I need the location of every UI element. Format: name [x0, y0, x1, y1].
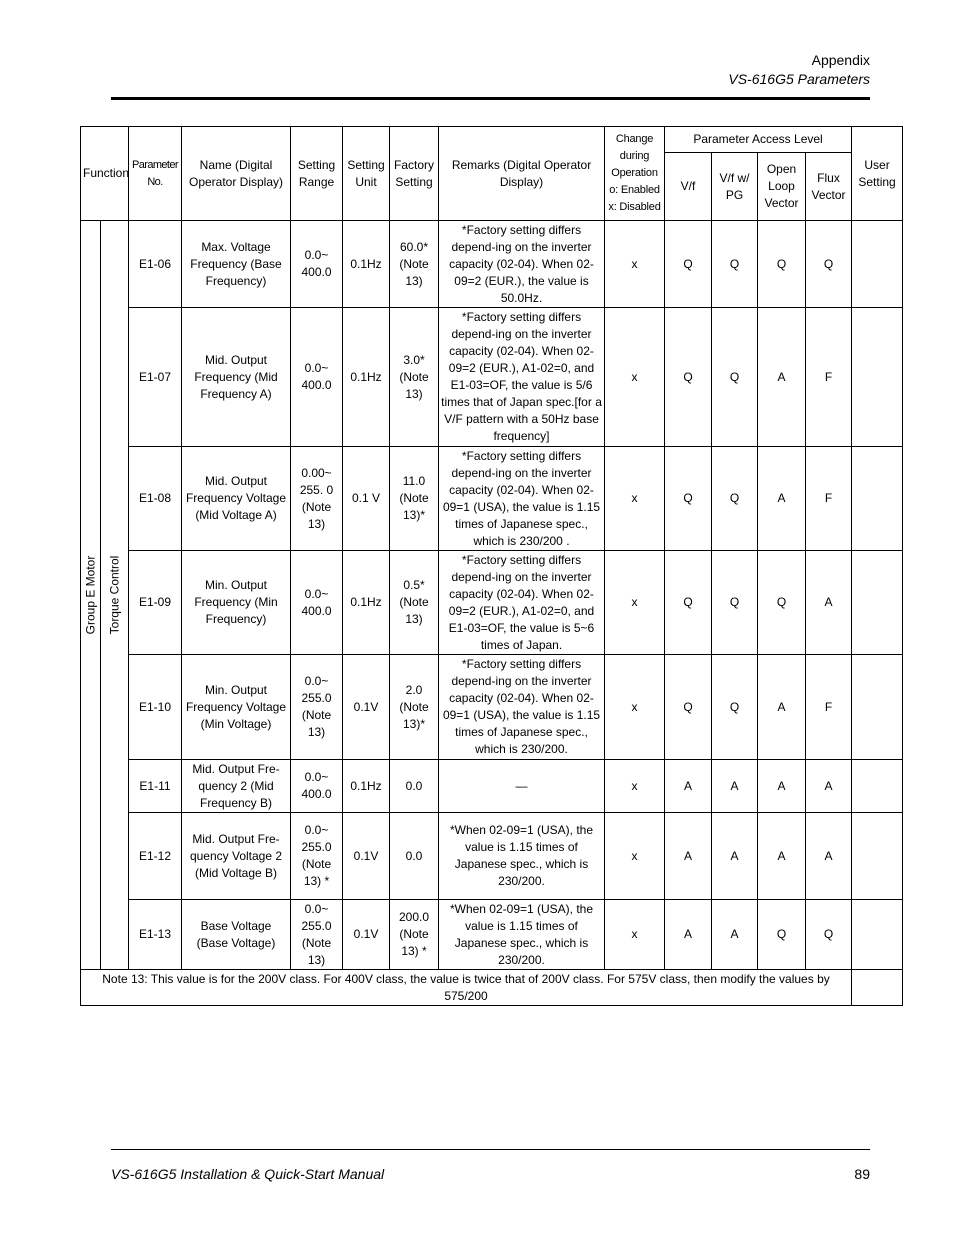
remarks: *Factory setting differs depend-ing on the inverter capacity (02-04). When 02-09=1 (USA), the value is 1.15 times of Japanese spec., which is 230/200 . — [439, 447, 605, 551]
col-change-during-operation: Change during Operation o: Enabled x: Disabled — [605, 127, 665, 221]
param-name: Base Voltage (Base Voltage) — [182, 900, 291, 970]
setting-unit: 0.1V — [343, 813, 390, 900]
table-row — [81, 221, 903, 308]
change-during-operation: x — [605, 447, 665, 551]
col-access-level: Parameter Access Level — [665, 127, 852, 153]
access-vf: Q — [665, 221, 712, 308]
note-row — [81, 970, 903, 1006]
access-open-loop-vector: Q — [758, 551, 806, 655]
user-setting-cell — [852, 447, 903, 551]
access-flux-vector: F — [806, 655, 852, 760]
footer-rule — [111, 1149, 870, 1150]
access-open-loop-vector: A — [758, 760, 806, 813]
col-vf: V/f — [665, 153, 712, 221]
access-open-loop-vector: A — [758, 813, 806, 900]
parameter-table — [80, 126, 903, 1006]
param-no: E1-08 — [129, 447, 182, 551]
table-row — [81, 813, 903, 900]
user-setting-cell — [852, 551, 903, 655]
factory-setting: 11.0 (Note 13)* — [390, 447, 439, 551]
access-open-loop-vector: A — [758, 308, 806, 447]
access-vf-pg: Q — [712, 221, 758, 308]
param-name: Min. Output Frequency (Min Frequency) — [182, 551, 291, 655]
access-flux-vector: F — [806, 308, 852, 447]
user-setting-cell — [852, 760, 903, 813]
param-name: Mid. Output Frequency (Mid Frequency A) — [182, 308, 291, 447]
setting-range: 0.0~ 400.0 — [291, 221, 343, 308]
access-flux-vector: A — [806, 813, 852, 900]
setting-range: 0.0~ 400.0 — [291, 760, 343, 813]
remarks: *When 02-09=1 (USA), the value is 1.15 times of Japanese spec., which is 230/200. — [439, 900, 605, 970]
col-factory-setting: Factory Setting — [390, 127, 439, 221]
setting-unit: 0.1V — [343, 655, 390, 760]
user-setting-cell — [852, 655, 903, 760]
param-no: E1-12 — [129, 813, 182, 900]
change-during-operation: x — [605, 900, 665, 970]
access-flux-vector: A — [806, 760, 852, 813]
setting-unit: 0.1V — [343, 900, 390, 970]
col-function: Function — [81, 127, 129, 221]
user-setting-cell — [852, 221, 903, 308]
col-flux-vector: Flux Vector — [806, 153, 852, 221]
col-user-setting: User Setting — [852, 127, 903, 221]
access-open-loop-vector: A — [758, 447, 806, 551]
param-no: E1-07 — [129, 308, 182, 447]
param-no: E1-06 — [129, 221, 182, 308]
factory-setting: 3.0* (Note 13) — [390, 308, 439, 447]
page-footer — [111, 1166, 870, 1182]
remarks: *Factory setting differs depend-ing on the inverter capacity (02-04). When 02-09=2 (EUR.), A1-02=0, and E1-03=OF, the value is 5/6 times that of Japan spec.[for a V/F pattern with a 50Hz base frequency] — [439, 308, 605, 447]
group-label-cell — [81, 221, 101, 970]
setting-unit: 0.1Hz — [343, 551, 390, 655]
table-row — [81, 900, 903, 970]
access-vf-pg: Q — [712, 447, 758, 551]
remarks: *When 02-09=1 (USA), the value is 1.15 times of Japanese spec., which is 230/200. — [439, 813, 605, 900]
factory-setting: 0.0 — [390, 760, 439, 813]
col-setting-unit: Setting Unit — [343, 127, 390, 221]
param-name: Mid. Output Fre-quency 2 (Mid Frequency B) — [182, 760, 291, 813]
factory-setting: 0.0 — [390, 813, 439, 900]
access-vf-pg: Q — [712, 551, 758, 655]
setting-range: 0.0~ 255.0 (Note 13) — [291, 655, 343, 760]
setting-range: 0.0~ 255.0 (Note 13) — [291, 900, 343, 970]
change-during-operation: x — [605, 655, 665, 760]
change-during-operation: x — [605, 221, 665, 308]
page-number: 89 — [854, 1166, 870, 1182]
remarks: *Factory setting differs depend-ing on the inverter capacity (02-04). When 02-09=2 (EUR.), A1-02=0, and E1-03=OF, the value is 5~6 times of Japan. — [439, 551, 605, 655]
user-setting-cell — [852, 900, 903, 970]
change-during-operation: x — [605, 551, 665, 655]
setting-unit: 0.1 V — [343, 447, 390, 551]
table-note: Note 13: This value is for the 200V class. For 400V class, the value is twice that of 200V class. For 575V class, then modify the values by 575/200 — [81, 970, 852, 1006]
param-name: Max. Voltage Frequency (Base Frequency) — [182, 221, 291, 308]
group-label: Group E Motor — [83, 555, 97, 635]
col-open-loop-vector: Open Loop Vector — [758, 153, 806, 221]
col-setting-range: Setting Range — [291, 127, 343, 221]
change-during-operation: x — [605, 813, 665, 900]
table-row — [81, 655, 903, 760]
access-flux-vector: F — [806, 447, 852, 551]
access-flux-vector: Q — [806, 900, 852, 970]
setting-range: 0.0~ 400.0 — [291, 308, 343, 447]
param-name: Min. Output Frequency Voltage (Min Voltage) — [182, 655, 291, 760]
table-row — [81, 760, 903, 813]
change-during-operation: x — [605, 760, 665, 813]
access-open-loop-vector: A — [758, 655, 806, 760]
col-vf-pg: V/f w/ PG — [712, 153, 758, 221]
access-vf: A — [665, 760, 712, 813]
param-name: Mid. Output Fre-quency Voltage 2 (Mid Voltage B) — [182, 813, 291, 900]
remarks: — — [439, 760, 605, 813]
setting-range: 0.0~ 400.0 — [291, 551, 343, 655]
table-row — [81, 447, 903, 551]
factory-setting: 2.0 (Note 13)* — [390, 655, 439, 760]
access-open-loop-vector: Q — [758, 221, 806, 308]
header-subtitle: VS-616G5 Parameters — [728, 71, 870, 87]
setting-unit: 0.1Hz — [343, 308, 390, 447]
access-vf-pg: Q — [712, 308, 758, 447]
setting-unit: 0.1Hz — [343, 221, 390, 308]
access-vf: Q — [665, 551, 712, 655]
access-vf: Q — [665, 308, 712, 447]
col-param-no: Parameter No. — [129, 127, 182, 221]
remarks: *Factory setting differs depend-ing on the inverter capacity (02-04). When 02-09=1 (USA), the value is 1.15 times of Japanese spec., which is 230/200. — [439, 655, 605, 760]
access-vf-pg: A — [712, 760, 758, 813]
param-no: E1-10 — [129, 655, 182, 760]
factory-setting: 0.5* (Note 13) — [390, 551, 439, 655]
param-name: Mid. Output Frequency Voltage (Mid Voltage A) — [182, 447, 291, 551]
access-vf: Q — [665, 447, 712, 551]
table-row — [81, 308, 903, 447]
col-name: Name (Digital Operator Display) — [182, 127, 291, 221]
param-no: E1-13 — [129, 900, 182, 970]
page-header — [728, 51, 870, 89]
user-setting-cell — [852, 813, 903, 900]
access-vf: Q — [665, 655, 712, 760]
function-label: Torque Control — [107, 555, 121, 635]
factory-setting: 60.0* (Note 13) — [390, 221, 439, 308]
access-vf-pg: A — [712, 900, 758, 970]
setting-range: 0.0~ 255.0 (Note 13) * — [291, 813, 343, 900]
factory-setting: 200.0 (Note 13) * — [390, 900, 439, 970]
user-setting-cell — [852, 308, 903, 447]
access-vf-pg: A — [712, 813, 758, 900]
access-vf: A — [665, 813, 712, 900]
access-vf: A — [665, 900, 712, 970]
change-during-operation: x — [605, 308, 665, 447]
manual-title: VS-616G5 Installation & Quick-Start Manual — [111, 1166, 385, 1182]
note-row-spare-cell — [852, 970, 903, 1006]
param-no: E1-09 — [129, 551, 182, 655]
access-flux-vector: Q — [806, 221, 852, 308]
setting-range: 0.00~ 255. 0 (Note 13) — [291, 447, 343, 551]
access-open-loop-vector: Q — [758, 900, 806, 970]
access-flux-vector: A — [806, 551, 852, 655]
table-row — [81, 551, 903, 655]
function-label-cell — [101, 221, 129, 970]
col-remarks: Remarks (Digital Operator Display) — [439, 127, 605, 221]
header-section: Appendix — [811, 52, 870, 68]
setting-unit: 0.1Hz — [343, 760, 390, 813]
param-no: E1-11 — [129, 760, 182, 813]
header-rule — [111, 97, 870, 100]
access-vf-pg: Q — [712, 655, 758, 760]
remarks: *Factory setting differs depend-ing on the inverter capacity (02-04). When 02-09=2 (EUR.), the value is 50.0Hz. — [439, 221, 605, 308]
